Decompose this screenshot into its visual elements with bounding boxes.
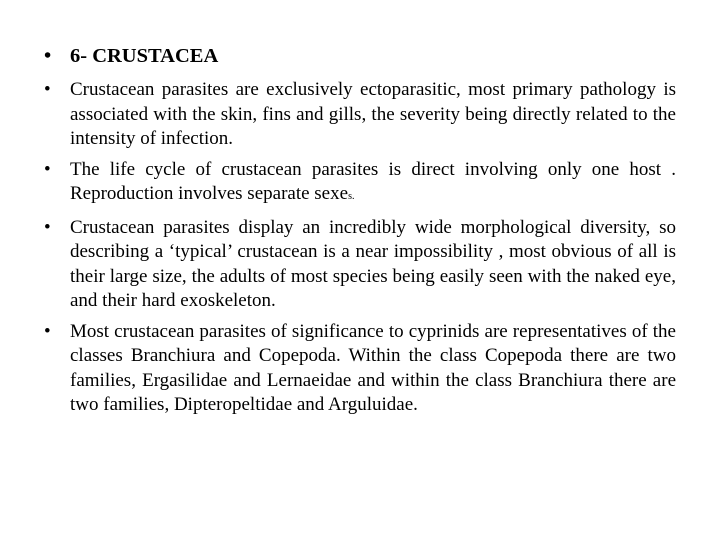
bullet-dot-icon: • [44, 216, 51, 238]
heading-text: 6- CRUSTACEA [70, 45, 219, 67]
bullet-dot-icon: • [44, 320, 51, 342]
bullet-item-diversity [44, 216, 676, 314]
bullet-item-life-cycle [44, 158, 676, 210]
bullet-dot-icon: • [44, 79, 51, 100]
heading-item [44, 42, 676, 70]
paragraph-text: The life cycle of crustacean parasites is direct involving only one host . Reproduction involves separate sexe [70, 158, 676, 204]
bullet-item-ectoparasitic [44, 78, 676, 152]
bullet-dot-icon: • [44, 158, 51, 180]
paragraph-small-suffix: s. [348, 191, 355, 202]
paragraph-text: Most crustacean parasites of significance to cyprinids are representatives of the classes Branchiura and Copepoda. Within the class Copepoda there are two families, Ergasilidae and Lernaeidae and within the class Branchiura there are two families, Dipteropeltidae and Arguluidae. [70, 320, 676, 415]
paragraph-text: Crustacean parasites are exclusively ectoparasitic, most primary pathology is associated with the skin, fins and gills, the severity being directly related to the intensity of infection. [70, 79, 676, 149]
bullet-dot-icon: • [44, 45, 52, 67]
paragraph-text: Crustacean parasites display an incredibly wide morphological diversity, so describing a ‘typical’ crustacean is a near impossibility , most obvious of all is their large size, the adults of most species being easily seen with the naked eye, and their hard exoskeleton. [70, 216, 676, 311]
bullet-item-classes [44, 320, 676, 418]
bullet-list [0, 42, 720, 418]
